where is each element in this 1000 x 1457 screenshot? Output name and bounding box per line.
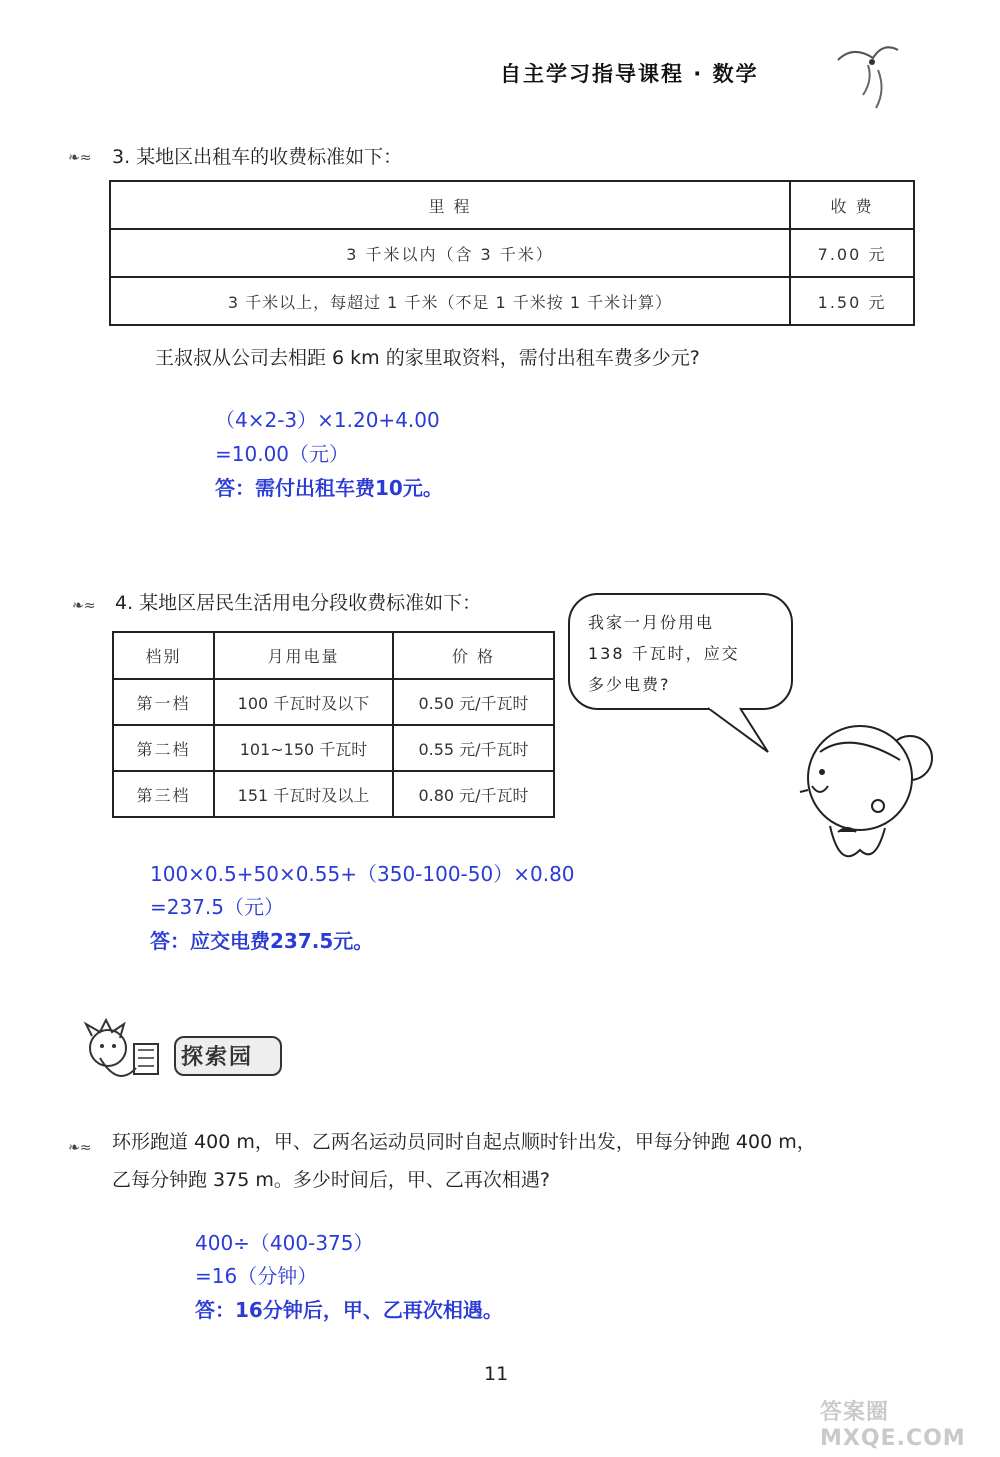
elec-row1-tier: 第一档 [113, 679, 214, 725]
explore-answer-line3: 答：16分钟后，甲、乙再次相遇。 [195, 1298, 503, 1322]
explore-question-line2: 乙每分钟跑 375 m。多少时间后，甲、乙再次相遇? [112, 1169, 550, 1191]
bubble-line1: 我家一月份用电 [588, 613, 715, 632]
q3-answer-line3: 答：需付出租车费10元。 [215, 476, 443, 500]
elec-row3-tier: 第三档 [113, 771, 214, 817]
elec-header-tier: 档别 [113, 632, 214, 679]
cartoon-girl-icon [790, 700, 940, 870]
taxi-row2-fee: 1.50 元 [790, 277, 914, 325]
q4-title: 4. 某地区居民生活用电分段收费标准如下： [115, 592, 482, 614]
taxi-row1-distance: 3 千米以内（含 3 千米） [110, 229, 790, 277]
bubble-line2: 138 千瓦时，应交 [588, 644, 740, 663]
leaf-bullet-icon: ❧≈ [68, 1140, 92, 1156]
elec-header-price: 价 格 [393, 632, 554, 679]
elec-row2-price: 0.55 元/千瓦时 [393, 725, 554, 771]
taxi-row2-distance: 3 千米以上，每超过 1 千米（不足 1 千米按 1 千米计算） [110, 277, 790, 325]
explore-answer-line1: 400÷（400-375） [195, 1231, 374, 1255]
elec-row2-tier: 第二档 [113, 725, 214, 771]
elec-row2-usage: 101~150 千瓦时 [214, 725, 393, 771]
taxi-row1-fee: 7.00 元 [790, 229, 914, 277]
explore-mascot-icon [78, 1018, 168, 1090]
q3-answer-line2: =10.00（元） [215, 442, 350, 466]
q3-question: 王叔叔从公司去相距 6 km 的家里取资料，需付出租车费多少元? [155, 347, 700, 369]
q3-answer-line1: （4×2-3）×1.20+4.00 [215, 408, 440, 432]
explore-badge-label: 探索园 [181, 1045, 254, 1070]
q4-answer-line2: =237.5（元） [150, 895, 285, 919]
q4-answer-line3: 答：应交电费237.5元。 [150, 929, 374, 953]
q4-answer-line1: 100×0.5+50×0.55+（350-100-50）×0.80 [150, 862, 575, 886]
taxi-header-fee: 收 费 [790, 181, 914, 229]
taxi-header-distance: 里 程 [110, 181, 790, 229]
decorative-sketch-icon [828, 20, 918, 115]
electricity-rate-table [112, 631, 555, 818]
elec-row1-price: 0.50 元/千瓦时 [393, 679, 554, 725]
elec-header-usage: 月用电量 [214, 632, 393, 679]
bubble-tail-icon [700, 700, 780, 760]
leaf-bullet-icon: ❧≈ [68, 150, 92, 166]
explore-answer-line2: =16（分钟） [195, 1264, 318, 1288]
explore-question-line1: 环形跑道 400 m，甲、乙两名运动员同时自起点顺时针出发，甲每分钟跑 400 m， [112, 1131, 816, 1153]
watermark-logo: 答案圈 MXQE.COM [820, 1400, 966, 1451]
page-header-title: 自主学习指导课程 · 数学 [500, 62, 759, 86]
elec-row1-usage: 100 千瓦时及以下 [214, 679, 393, 725]
elec-row3-usage: 151 千瓦时及以上 [214, 771, 393, 817]
elec-row3-price: 0.80 元/千瓦时 [393, 771, 554, 817]
bubble-line3: 多少电费? [588, 675, 671, 694]
q3-title: 3. 某地区出租车的收费标准如下： [112, 146, 403, 168]
taxi-fare-table [109, 180, 915, 326]
speech-bubble [568, 593, 793, 710]
page-number: 11 [484, 1363, 509, 1385]
leaf-bullet-icon: ❧≈ [72, 598, 96, 614]
